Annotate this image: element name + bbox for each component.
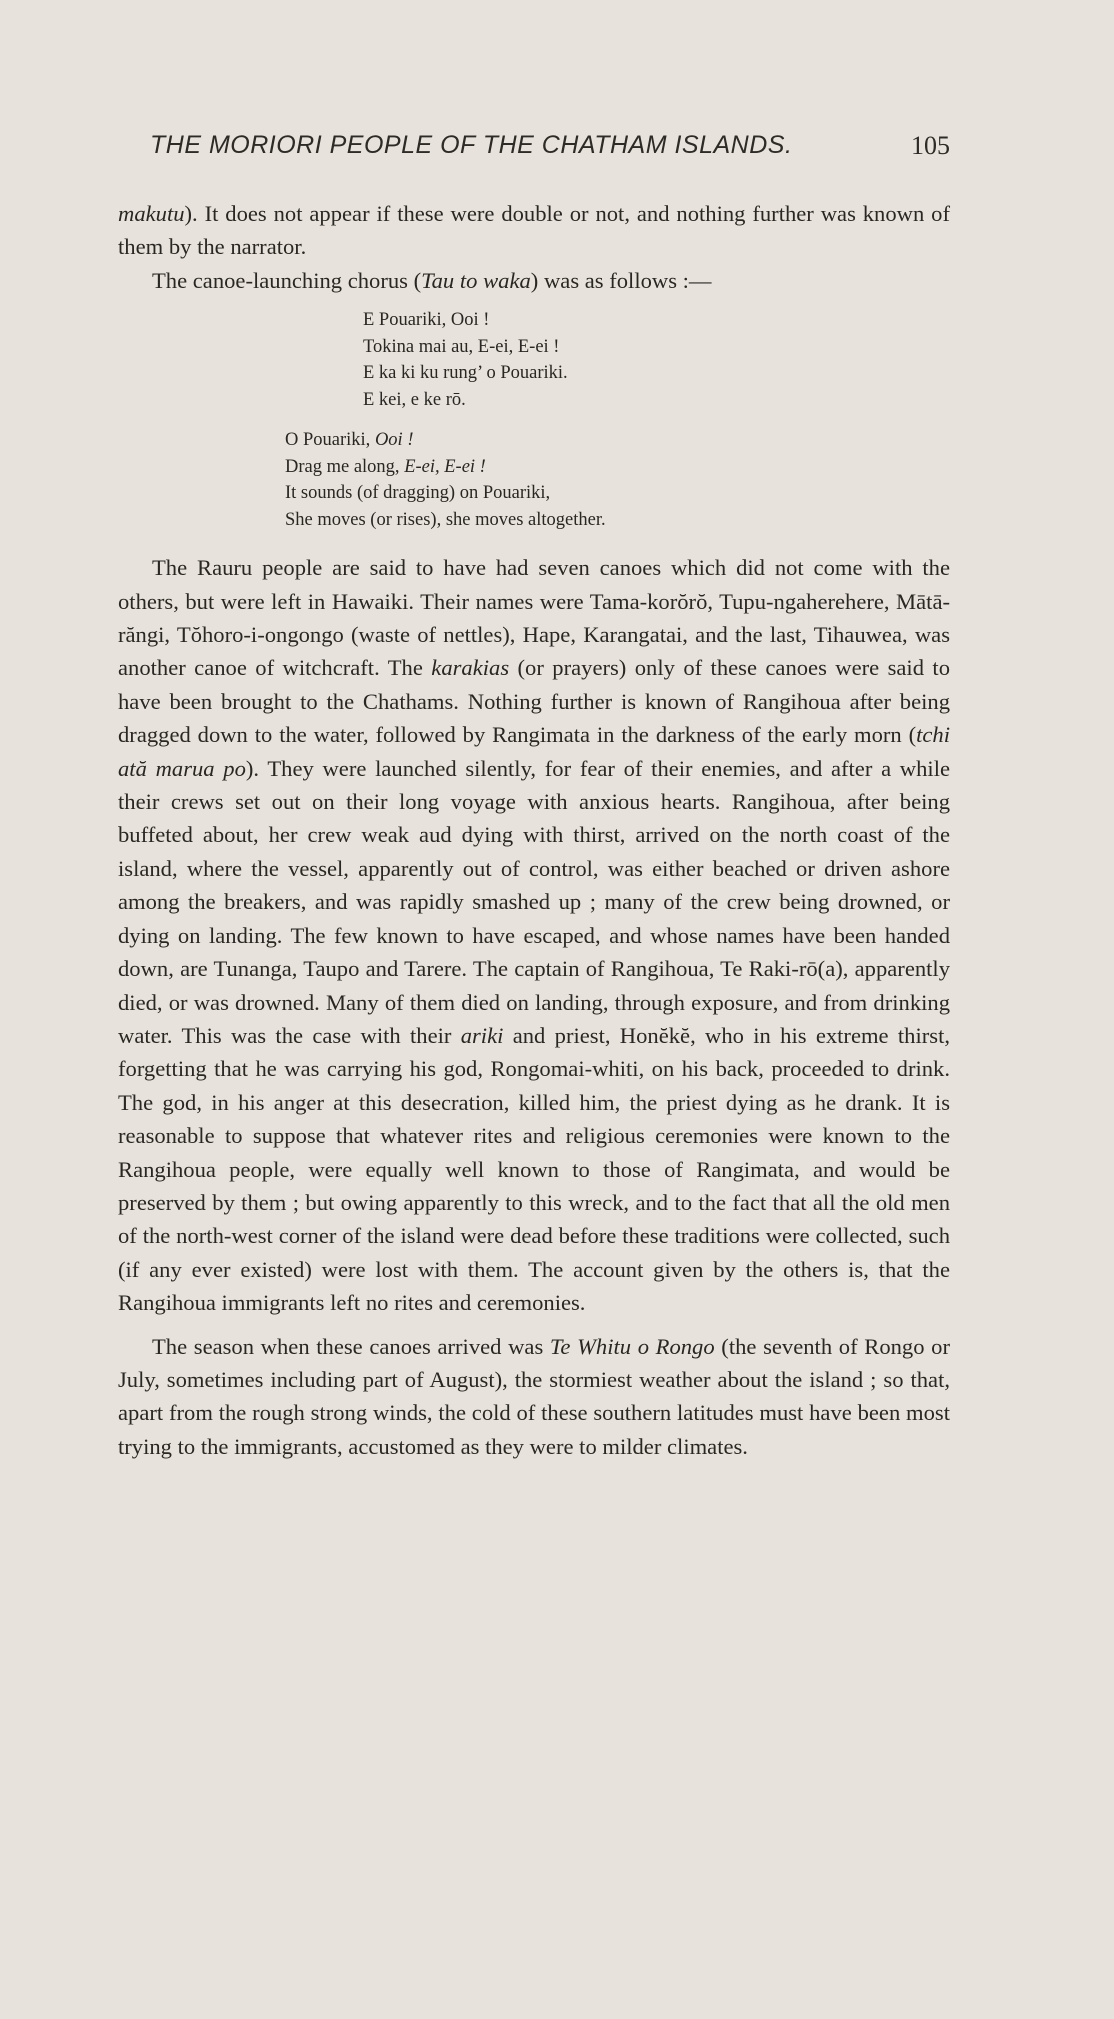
verse-maori [363, 307, 950, 413]
running-title: THE MORIORI PEOPLE OF THE CHATHAM ISLANDS. [150, 131, 793, 159]
verse-italic: E-ei, E-ei ! [404, 456, 486, 477]
paragraph-text: The season when these canoes arrived was [152, 1333, 550, 1359]
verse-line: It sounds (of dragging) on Pouariki, [285, 483, 551, 504]
paragraph-text: (or prayers) only of these canoes were said to have been brought to the Chathams. Nothing further is known of Rangihoua after being dragged down to the water, followed by Rangimata in the darkness of the early morn ( [118, 655, 950, 748]
italic-term: ariki [460, 1022, 504, 1048]
body-text [118, 197, 950, 1463]
paragraph-continuation [118, 197, 950, 264]
verse-italic: Ooi ! [374, 430, 414, 451]
paragraph-text: The Rauru people are said to have had seven canoes which did not come with the others, but were left in Hawaiki. Their names were Tama-korŏrŏ, Tupu-ngaherehere, Mātā-răngi, Tŏhoro-i-ongongo (waste of nettles), Hape, Karangatai, and the last, Tihauwea, was another canoe of witchcraft. The [118, 555, 950, 681]
verse-line: E ka ki ku rung’ o Pouariki. [363, 363, 568, 384]
italic-term: Tau to waka [421, 267, 531, 293]
italic-term: karakias [431, 655, 510, 681]
verse-line: E kei, e ke rō. [363, 389, 466, 410]
verse-line: She moves (or rises), she moves altogether. [285, 509, 606, 530]
page-header [150, 131, 950, 171]
verse-line: E Pouariki, Ooi ! [363, 310, 490, 331]
paragraph-text: and priest, Honĕkĕ, who in his extreme thirst, forgetting that he was carrying his god, Rongomai-whiti, on his back, proceeded to drink. The god, in his anger at this desecration, killed him, the priest dying as he drank. It is reasonable to suppose that whatever rites and religious ceremonies were known to the Rangihoua people, were equally well known to those of Rangimata, and would be preserved by them ; but owing apparently to this wreck, and to the fact that all the old men of the north-west corner of the island were dead before these traditions were collected, such (if any ever existed) were lost with them. The account given by the others is, that the Rangihoua immigrants left no rites and ceremonies. [118, 1022, 950, 1316]
verse-english [285, 427, 950, 533]
verse-line: Tokina mai au, E-ei, E-ei ! [363, 336, 560, 357]
page-number: 105 [911, 131, 950, 160]
paragraph-season [118, 1330, 950, 1464]
paragraph-text: The canoe-launching chorus ( [152, 267, 422, 293]
paragraph-chorus-intro [118, 264, 950, 297]
paragraph-text: ). They were launched silently, for fear of their enemies, and after a while their crews set out on their long voyage with anxious hearts. Rangihoua, after being buffeted about, her crew weak aud dying with thirst, arrived on the north coast of the island, where the vessel, apparently out of control, was either beached or driven ashore among the breakers, and was rapidly smashed up ; many of the crew being drowned, or dying on landing. The few known to have escaped, and whose names have been handed down, are Tunanga, Taupo and Tarere. The captain of Rangihoua, Te Raki-rō(a), apparently died, or was drowned. Many of them died on landing, through exposure, and from drinking water. This was the case with their [118, 755, 951, 1048]
paragraph-rauru-canoes [118, 551, 950, 1319]
italic-term: tchi ată marua po [118, 722, 950, 781]
paragraph-text: (the seventh of Rongo or July, sometimes including part of August), the stormiest weather about the island ; so that, apart from the rough strong winds, the cold of these southern latitudes must have been most trying to the immigrants, accustomed as they were to milder climates. [118, 1333, 950, 1459]
verse-text: O Pouariki, [285, 430, 375, 451]
verse-text: Drag me along, [285, 456, 405, 477]
paragraph-text: ) was as follows :— [530, 267, 712, 293]
paragraph-text: ). It does not appear if these were double or not, and nothing further was known of them by the narrator. [118, 201, 950, 260]
verse-line [285, 454, 950, 481]
verse-line [285, 427, 950, 454]
italic-term: Te Whitu o Rongo [549, 1333, 715, 1359]
italic-term: makutu [118, 201, 185, 226]
